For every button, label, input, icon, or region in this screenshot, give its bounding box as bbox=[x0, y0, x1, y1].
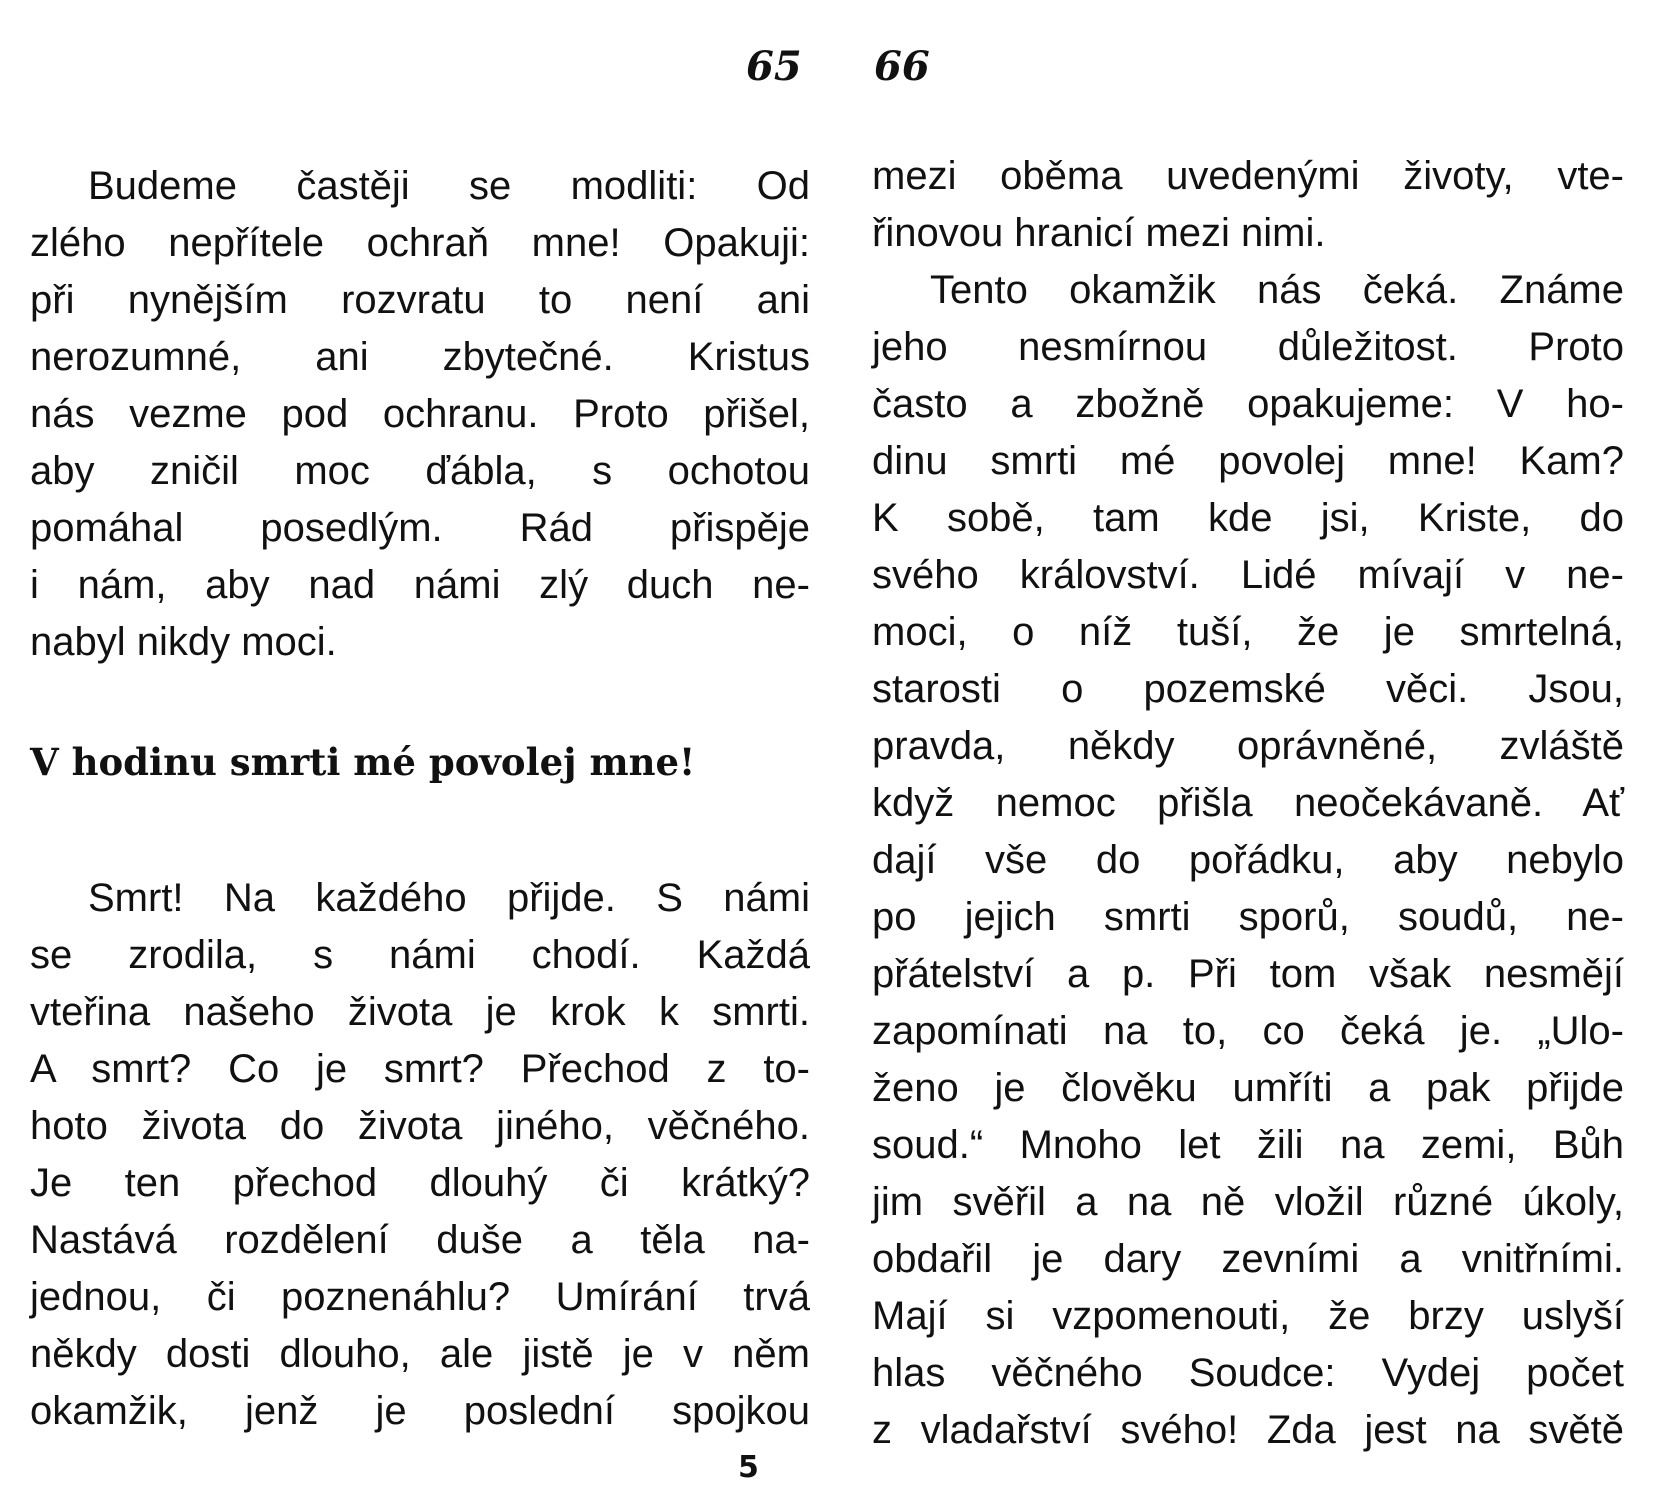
text-line: pravda, někdy oprávněné, zvláště bbox=[872, 724, 1624, 768]
text-line: Budeme častěji se modliti: Od bbox=[88, 164, 810, 208]
text-line: nerozumné, ani zbytečné. Kristus bbox=[30, 335, 810, 379]
text-line: hlas věčného Soudce: Vydej počet bbox=[872, 1351, 1624, 1395]
section-heading: V hodinu smrti mé povolej mne! bbox=[30, 740, 696, 784]
text-line: po jejich smrti sporů, soudů, ne- bbox=[872, 895, 1624, 939]
text-line: okamžik, jenž je poslední spojkou bbox=[30, 1389, 810, 1433]
text-line: zlého nepřítele ochraň mne! Opakuji: bbox=[30, 221, 810, 265]
text-line: z vladařství svého! Zda jest na světě bbox=[872, 1408, 1624, 1452]
left-paragraph-1 bbox=[30, 158, 810, 671]
text-line: jednou, či poznenáhlu? Umírání trvá bbox=[30, 1275, 810, 1319]
text-line: nás vezme pod ochranu. Proto přišel, bbox=[30, 392, 810, 436]
text-line: Smrt! Na každého přijde. S námi bbox=[88, 876, 810, 920]
text-line: Mají si vzpomenouti, že brzy uslyší bbox=[872, 1294, 1624, 1338]
text-line: soud.“ Mnoho let žili na zemi, Bůh bbox=[872, 1123, 1624, 1167]
text-line: řinovou hranicí mezi nimi. bbox=[872, 211, 1326, 255]
signature-mark: 5 bbox=[738, 1450, 759, 1485]
text-line: dinu smrti mé povolej mne! Kam? bbox=[872, 439, 1624, 483]
text-line: Tento okamžik nás čeká. Známe bbox=[930, 268, 1624, 312]
text-line: Nastává rozdělení duše a těla na- bbox=[30, 1218, 810, 1262]
left-paragraph-2 bbox=[30, 870, 810, 1440]
text-line: jeho nesmírnou důležitost. Proto bbox=[872, 325, 1624, 369]
text-line: K sobě, tam kde jsi, Kriste, do bbox=[872, 496, 1624, 540]
page-number-right: 66 bbox=[874, 43, 930, 90]
text-line: svého království. Lidé mívají v ne- bbox=[872, 553, 1624, 597]
text-line: vteřina našeho života je krok k smrti. bbox=[30, 990, 810, 1034]
right-page-text bbox=[872, 148, 1624, 1459]
text-line: přátelství a p. Při tom však nesmějí bbox=[872, 952, 1624, 996]
text-line: Je ten přechod dlouhý či krátký? bbox=[30, 1161, 810, 1205]
text-line: se zrodila, s námi chodí. Každá bbox=[30, 933, 810, 977]
text-line: obdařil je dary zevními a vnitřními. bbox=[872, 1237, 1624, 1281]
text-line: A smrt? Co je smrt? Přechod z to- bbox=[30, 1047, 810, 1091]
text-line: i nám, aby nad námi zlý duch ne- bbox=[30, 563, 810, 607]
page-number-left: 65 bbox=[746, 43, 802, 90]
text-line: jim svěřil a na ně vložil různé úkoly, bbox=[872, 1180, 1624, 1224]
text-line: starosti o pozemské věci. Jsou, bbox=[872, 667, 1624, 711]
text-line: zapomínati na to, co čeká je. „Ulo- bbox=[872, 1009, 1624, 1053]
text-line: nabyl nikdy moci. bbox=[30, 620, 337, 664]
text-line: často a zbožně opakujeme: V ho- bbox=[872, 382, 1624, 426]
text-line: moci, o níž tuší, že je smrtelná, bbox=[872, 610, 1624, 654]
text-line: mezi oběma uvedenými životy, vte- bbox=[872, 154, 1624, 198]
text-line: aby zničil moc ďábla, s ochotou bbox=[30, 449, 810, 493]
text-line: hoto života do života jiného, věčného. bbox=[30, 1104, 810, 1148]
text-line: když nemoc přišla neočekávaně. Ať bbox=[872, 781, 1624, 825]
text-line: někdy dosti dlouho, ale jistě je v něm bbox=[30, 1332, 810, 1376]
text-line: pomáhal posedlým. Rád přispěje bbox=[30, 506, 810, 550]
text-line: při nynějším rozvratu to není ani bbox=[30, 278, 810, 322]
text-line: dají vše do pořádku, aby nebylo bbox=[872, 838, 1624, 882]
text-line: ženo je člověku umříti a pak přijde bbox=[872, 1066, 1624, 1110]
